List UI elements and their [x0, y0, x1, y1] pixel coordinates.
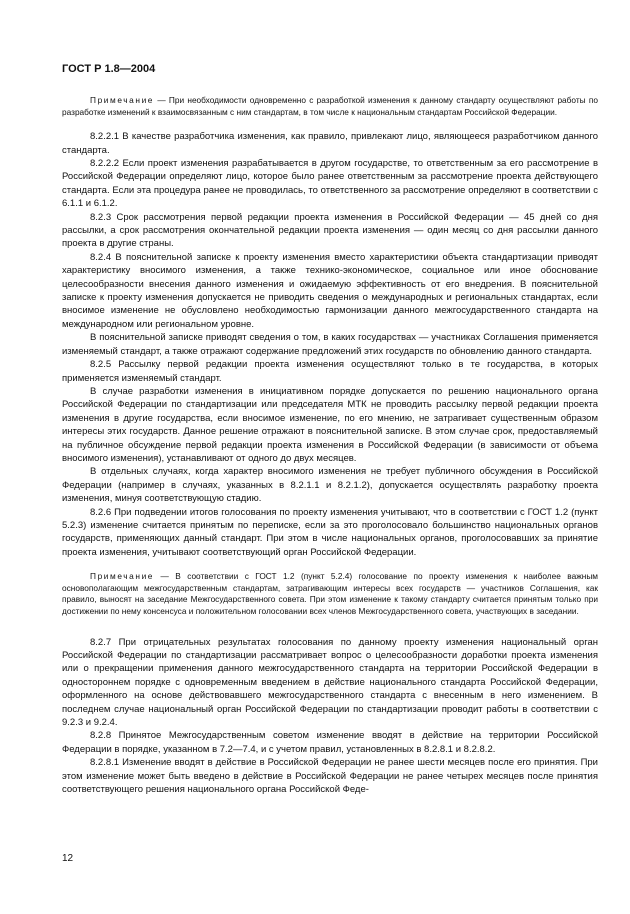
document-body	[62, 95, 598, 796]
note-text: — При необходимости одновременно с разработкой изменения к данному стандарту осуществляют работы по разработке изменений к взаимосвязанным с ним стандартам, в том числе к национальным стандартам Российской Федерации.	[62, 95, 598, 117]
note-text: — В соответствии с ГОСТ 1.2 (пункт 5.2.4) голосование по проекту изменения к наиболее важным основополагающим межгосударственным стандартам, затрагивающим интересы всех государств — участников Соглашения, как правило, выносят на заседание Межгосударственного совета. При этом изменение к такому стандарту считается принятым только при достижении по нему консенсуса и положительном голосовании всех членов Межгосударственного совета, участвующих в заседании.	[62, 571, 598, 616]
paragraph-8-2-8-1: 8.2.8.1 Изменение вводят в действие в Российской Федерации не ранее шести месяцев после его принятия. При этом изменение может быть введено в действие в Российской Федерации не ранее четырех месяцев после принятия соответствующего решения национального органа Российской Феде-	[62, 757, 598, 796]
note-label: Примечание	[90, 95, 155, 105]
paragraph-8-2-2-1: 8.2.2.1 В качестве разработчика изменения, как правило, привлекают лицо, являющееся разработчиком данного стандарта.	[62, 131, 598, 156]
note-label: Примечание	[90, 571, 155, 582]
paragraph-8-2-8: 8.2.8 Принятое Межгосударственным советом изменение вводят в действие на территории Российской Федерации в порядке, указанном в 7.2—7.4, и с учетом правил, установленных в 8.2.8.1 и 8.2.8.2.	[62, 730, 598, 755]
paragraph-8-2-3: 8.2.3 Срок рассмотрения первой редакции проекта изменения в Российской Федерации — 45 дней со дня рассылки, а срок рассмотрения окончательной редакции проекта изменения — один месяц со дня рассылки данного проекта в другие страны.	[62, 211, 598, 250]
paragraph-8-2-4-cont: В пояснительной записке приводят сведения о том, в каких государствах — участниках Соглашения применяется изменяемый стандарт, а также отражают содержание предложений этих государств по обновлению данного стандарта.	[62, 332, 598, 357]
note-1	[62, 95, 598, 118]
note-2	[62, 571, 598, 617]
document-header: ГОСТ Р 1.8—2004	[62, 63, 156, 75]
paragraph-8-2-6: 8.2.6 При подведении итогов голосования по проекту изменения учитывают, что в соответствии с ГОСТ 1.2 (пункт 5.2.3) изменение считается принятым по переписке, если за это проголосовало большинство национальных органов государств, применяющих данный стандарт. При этом в числе национальных органов, проголосовавших за принятие проекта изменения, учитывают соответствующий орган Российской Федерации.	[62, 506, 598, 558]
paragraph-8-2-7: 8.2.7 При отрицательных результатах голосования по данному проекту изменения национальный орган Российской Федерации по стандартизации рассматривает вопрос о целесообразности доработки проекта изменения или о прекращении применения данного межгосударственного стандарта на территории Российской Федерации в одностороннем порядке с одновременным введением в действие национального стандарта Российской Федерации, оформленного на основе действовавшего межгосударственного стандарта с внесенным в него изменением. В последнем случае национальный орган Российской Федерации по стандартизации проводит работы в соответствии с 9.2.3 и 9.2.4.	[62, 636, 598, 728]
paragraph-8-2-5-cont: В случае разработки изменения в инициативном порядке допускается по решению национального органа Российской Федерации по стандартизации или председателя МТК не проводить рассылку первой редакции проекта изменения в другие государства, если вносимое изменение, по его мнению, не затрагивает существенным образом интересы этих государств. Данное решение отражают в пояснительной записке. В этом случае срок, предоставляемый на публичное обсуждение первой редакции проекта изменения в Российской Федерации (в зависимости от объема вносимого изменения), устанавливают от одного до двух месяцев.	[62, 385, 598, 464]
paragraph-8-2-5: 8.2.5 Рассылку первой редакции проекта изменения осуществляют только в те государства, в которых применяется изменяемый стандарт.	[62, 359, 598, 384]
paragraph-8-2-5-cont2: В отдельных случаях, когда характер вносимого изменения не требует публичного обсуждения в Российской Федерации (например в случаях, указанных в 8.2.1.1 и 8.2.1.2), допускается осуществлять разработку проекта изменения, минуя соответствующую стадию.	[62, 466, 598, 505]
paragraph-8-2-2-2: 8.2.2.2 Если проект изменения разрабатывается в другом государстве, то ответственным за его рассмотрение в Российской Федерации определяют лицо, которое было ранее ответственным за рассмотрение проекта действующего стандарта. Если эта процедура ранее не проводилась, то ответственного за рассмотрение определяют в соответствии с 6.1.1 и 6.1.2.	[62, 158, 598, 210]
paragraph-8-2-4: 8.2.4 В пояснительной записке к проекту изменения вместо характеристики объекта стандартизации приводят характеристику вносимого изменения, а также технико-экономическое, социальное или иное обоснование целесообразности внесения данного изменения и ожидаемую эффективность от его внедрения. В пояснительной записке к проекту изменения допускается не приводить сведения о международных и региональных стандартах, если вносимое изменение не обусловлено необходимостью гармонизации данного межгосударственного стандарта на международном или региональном уровне.	[62, 251, 598, 330]
page-number: 12	[62, 853, 74, 864]
